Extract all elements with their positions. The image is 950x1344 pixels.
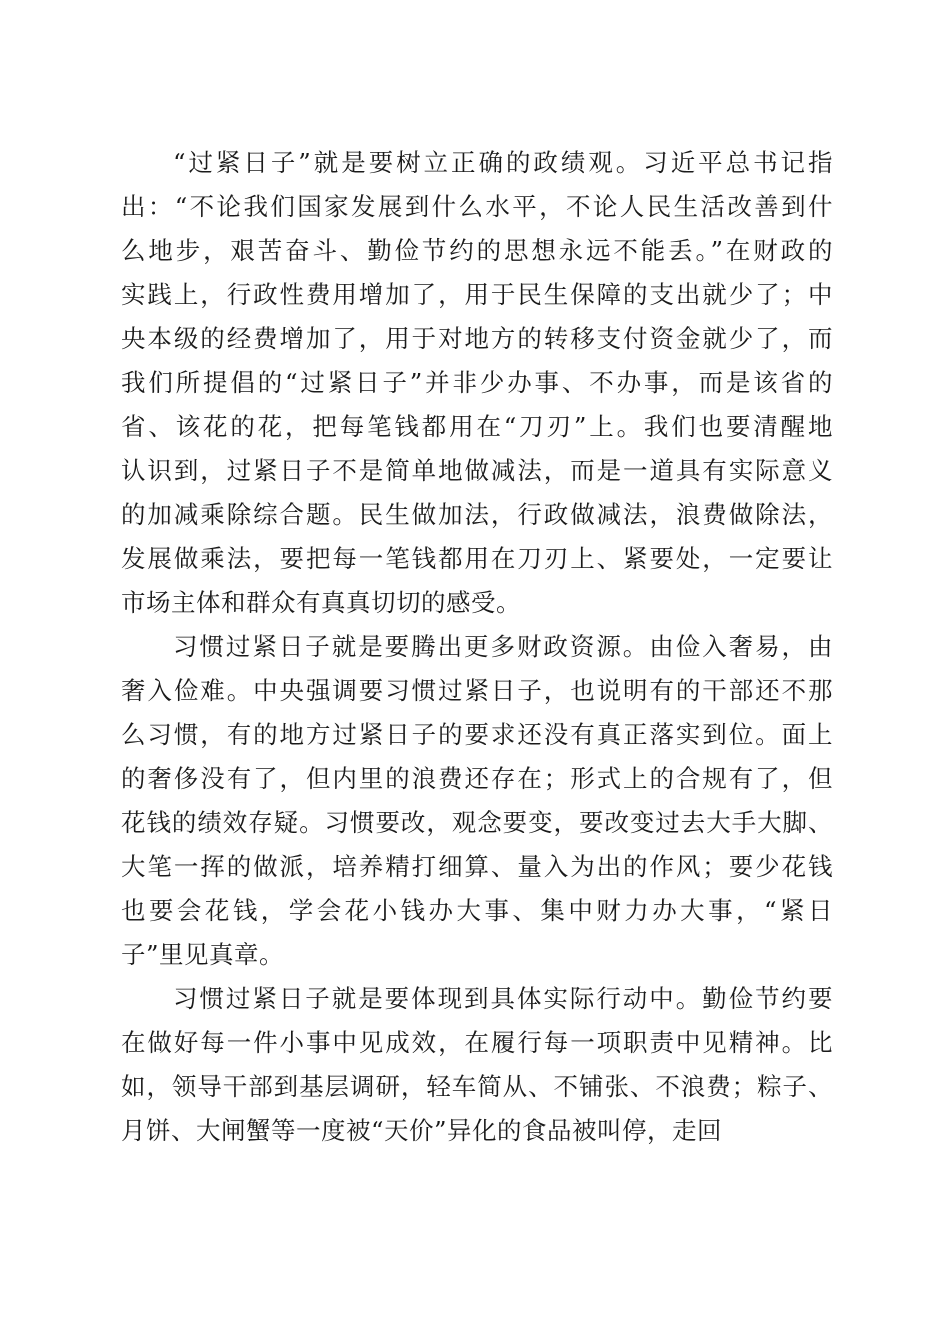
text-line: 的奢侈没有了，但内里的浪费还存在；形式上的合规有了，但 [121,764,833,793]
text-line: 么习惯，有的地方过紧日子的要求还没有真正落实到位。面上 [121,720,833,749]
text-line: “过紧日子”就是要树立正确的政绩观。习近平总书记指 [173,148,833,177]
paragraph [121,141,833,625]
text-line: 奢入俭难。中央强调要习惯过紧日子，也说明有的干部还不那 [121,676,833,705]
text-line: 实践上，行政性费用增加了，用于民生保障的支出就少了；中 [121,280,833,309]
text-line: 在做好每一件小事中见成效，在履行每一项职责中见精神。比 [121,1028,833,1057]
text-line: 么地步，艰苦奋斗、勤俭节约的思想永远不能丢。”在财政的 [121,236,833,265]
text-line: 大笔一挥的做派，培养精打细算、量入为出的作风；要少花钱 [121,852,833,881]
text-line: 认识到，过紧日子不是简单地做减法，而是一道具有实际意义 [121,456,833,485]
paragraph [121,625,833,977]
paragraph [121,977,833,1153]
text-line: 习惯过紧日子就是要体现到具体实际行动中。勤俭节约要 [173,984,833,1013]
text-line: 月饼、大闸蟹等一度被“天价”异化的食品被叫停，走回 [121,1116,723,1145]
text-line: 子”里见真章。 [121,940,285,969]
text-line: 发展做乘法，要把每一笔钱都用在刀刃上、紧要处，一定要让 [121,544,833,573]
text-line: 的加减乘除综合题。民生做加法，行政做减法，浪费做除法， [121,500,833,529]
body-text [121,141,833,1153]
text-line: 习惯过紧日子就是要腾出更多财政资源。由俭入奢易，由 [173,632,833,661]
text-line: 央本级的经费增加了，用于对地方的转移支付资金就少了，而 [121,324,833,353]
text-line: 市场主体和群众有真真切切的感受。 [121,588,521,617]
text-line: 我们所提倡的“过紧日子”并非少办事、不办事，而是该省的 [121,368,833,397]
text-line: 也要会花钱，学会花小钱办大事、集中财力办大事，“紧日 [121,896,833,925]
text-line: 出：“不论我们国家发展到什么水平，不论人民生活改善到什 [121,192,833,221]
text-line: 花钱的绩效存疑。习惯要改，观念要变，要改变过去大手大脚、 [121,808,833,837]
text-line: 如，领导干部到基层调研，轻车简从、不铺张、不浪费；粽子、 [121,1072,833,1101]
text-line: 省、该花的花，把每笔钱都用在“刀刃”上。我们也要清醒地 [121,412,833,441]
